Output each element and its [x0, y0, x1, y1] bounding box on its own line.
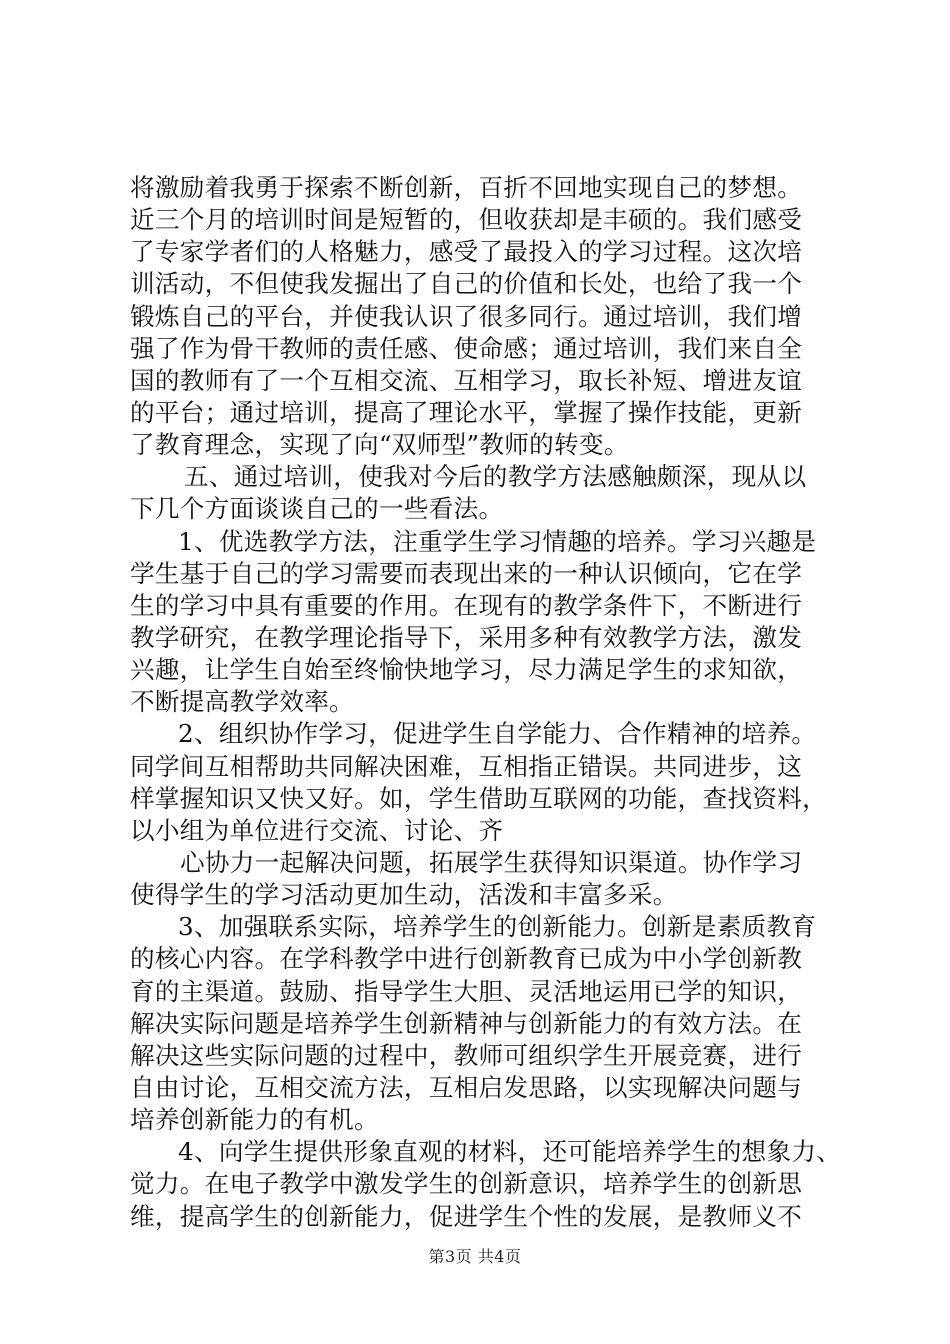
- text-line: 样掌握知识又快又好。如，学生借助互联网的功能，查找资料，: [130, 783, 828, 813]
- text-line: 同学间互相帮助共同解决困难，互相指正错误。共同进步，这: [130, 751, 803, 781]
- text-line-indented: 心协力一起解决问题，拓展学生获得知识渠道。协作学习: [180, 847, 803, 877]
- text-line: 强了作为骨干教师的责任感、使命感；通过培训，我们来自全: [130, 333, 803, 363]
- text-line: 维，提高学生的创新能力，促进学生个性的发展，是教师义不: [130, 1201, 803, 1231]
- text-line: 自由讨论，互相交流方法，互相启发思路，以实现解决问题与: [130, 1072, 803, 1102]
- text-line: 育的主渠道。鼓励、指导学生大胆、灵活地运用已学的知识，: [130, 976, 803, 1006]
- text-line: 觉力。在电子教学中激发学生的创新意识，培养学生的创新思: [130, 1169, 803, 1199]
- text-line: 兴趣，让学生自始至终愉快地学习，尽力满足学生的求知欲，: [130, 655, 803, 685]
- list-item-line: 3、加强联系实际，培养学生的创新能力。创新是素质教育: [178, 912, 817, 942]
- text-line: 国的教师有了一个互相交流、互相学习，取长补短、增进友谊: [130, 365, 803, 395]
- text-line: 生的学习中具有重要的作用。在现有的教学条件下，不断进行: [130, 590, 803, 620]
- text-line: 了教育理念，实现了向“双师型”教师的转变。: [130, 430, 629, 460]
- list-item-line: 4、向学生提供形象直观的材料，还可能培养学生的想象力、: [178, 1137, 842, 1167]
- text-line: 将激励着我勇于探索不断创新，百折不回地实现自己的梦想。: [130, 173, 803, 202]
- text-line: 培养创新能力的有机。: [130, 1105, 379, 1135]
- document-body: [130, 172, 842, 1233]
- text-line: 的平台；通过培训，提高了理论水平，掌握了操作技能，更新: [130, 397, 803, 427]
- list-item-line: 2、组织协作学习，促进学生自学能力、合作精神的培养。: [178, 719, 817, 749]
- text-line: 不断提高教学效率。: [130, 687, 355, 717]
- text-line: 解决这些实际问题的过程中，教师可组织学生开展竞赛，进行: [130, 1040, 803, 1070]
- section-heading-line: 五、通过培训，使我对今后的教学方法感触颇深，现从以: [184, 462, 807, 492]
- list-item-line: 1、优选教学方法，注重学生学习情趣的培养。学习兴趣是: [178, 526, 817, 556]
- text-line: 训活动，不但使我发掘出了自己的价值和长处，也给了我一个: [130, 269, 803, 299]
- text-line: 以小组为单位进行交流、讨论、齐: [130, 815, 504, 845]
- page-number-footer: 第3页 共4页: [428, 1247, 522, 1266]
- text-line: 使得学生的学习活动更加生动，活泼和丰富多采。: [130, 880, 678, 910]
- text-line: 锻炼自己的平台，并使我认识了很多同行。通过培训，我们增: [130, 301, 803, 331]
- text-line: 近三个月的培训时间是短暂的，但收获却是丰硕的。我们感受: [130, 205, 803, 235]
- text-line: 解决实际问题是培养学生创新精神与创新能力的有效方法。在: [130, 1008, 803, 1038]
- text-line: 了专家学者们的人格魅力，感受了最投入的学习过程。这次培: [130, 237, 803, 267]
- text-line: 的核心内容。在学科教学中进行创新教育已成为中小学创新教: [130, 944, 803, 974]
- text-line: 学生基于自己的学习需要而表现出来的一种认识倾向，它在学: [130, 558, 803, 588]
- text-line: 下几个方面谈谈自己的一些看法。: [130, 494, 504, 524]
- text-line: 教学研究，在教学理论指导下，采用多种有效教学方法，激发: [130, 622, 803, 652]
